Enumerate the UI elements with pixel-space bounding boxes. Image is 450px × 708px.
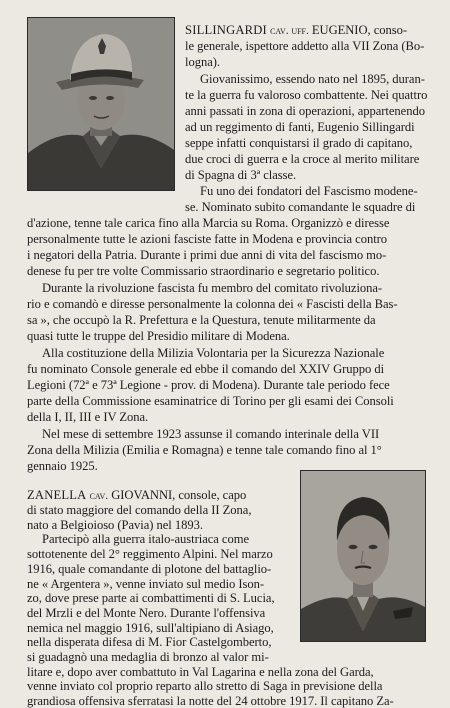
- text-line: logna).: [185, 55, 220, 69]
- text-line: gennaio 1925.: [27, 459, 98, 473]
- text-line: d'azione, tenne tale carica fino alla Marcia su Roma. Organizzò e diresse: [27, 216, 390, 230]
- text-line: personalmente tutte le azioni fasciste fatte in Modena e provincia contro: [27, 232, 388, 246]
- entry-rank: cav. uff.: [270, 25, 309, 37]
- text-line: ad un reggimento di fanti, Eugenio Sillingardi: [185, 120, 415, 134]
- text-line: sa », che occupò la R. Prefettura e la Questura, tenute militarmente da: [27, 313, 376, 327]
- text-line: di Spagna di 3ª classe.: [185, 168, 297, 182]
- text-line: Nel mese di settembre 1923 assunse il comando interinale della VII: [42, 427, 380, 441]
- text-line: si guadagnò una medaglia di bronzo al valor mi-: [27, 649, 269, 664]
- text-line: nato a Belgioioso (Pavia) nel 1893.: [27, 517, 203, 532]
- text-line: denese fu per tre volte Commissario straordinario e segretario politico.: [27, 264, 380, 278]
- text-line: della I, II, III e IV Zona.: [27, 410, 149, 424]
- text-line: nella disperata difesa di M. Fior Castelgomberto,: [27, 635, 272, 650]
- text-line: i negatori della Patria. Durante i primi due anni di vita del fascismo mo-: [27, 248, 387, 262]
- text-line: te la guerra fu valoroso combattente. Nei quattro: [185, 88, 428, 102]
- text-line: 1916, quale comandante di plotone del battaglio-: [27, 561, 272, 576]
- text-line: grandiosa offensiva sferratasi la notte del 24 ottobre 1917. Il capitano Za-: [27, 694, 394, 708]
- text-line: le generale, ispettore addetto alla VII Zona (Bo-: [185, 39, 425, 53]
- entry-surname: SILLINGARDI: [185, 23, 267, 37]
- text-line: parte della Commissione esaminatrice di Torino per gli esami dei Consoli: [27, 394, 394, 408]
- text-line: due croci di guerra e la croce al merito militare: [185, 152, 420, 166]
- text-line: zo, dove prese parte ai combattimenti di S. Lucia,: [27, 591, 275, 606]
- text-line: Durante la rivoluzione fascista fu membro del comitato rivoluziona-: [42, 281, 383, 295]
- text-line: Giovanissimo, essendo nato nel 1895, duran-: [200, 72, 425, 86]
- entry-rank: cav.: [89, 490, 109, 502]
- text-line: Alla costituzione della Milizia Volontaria per la Sicurezza Nazionale: [42, 346, 385, 360]
- text-line: quasi tutte le truppe del Presidio militare di Modena.: [27, 329, 290, 343]
- entry-firstname: GIOVANNI,: [111, 488, 176, 502]
- text-line: sottotenente del 2° reggimento Alpini. Nel marzo: [27, 547, 273, 562]
- entry-heading-zanella: [27, 487, 246, 504]
- text-line: Partecipò alla guerra italo-austriaca come: [42, 532, 249, 547]
- text-line: ne « Argentera », venne inviato sul medio Ison-: [27, 576, 264, 591]
- text-line: seppe infatti conquistarsi il grado di capitano,: [185, 136, 413, 150]
- text-line: venne inviato col proprio reparto allo stretto di Saga in previsione della: [27, 679, 383, 694]
- text-line: del Mrzli e del Monte Nero. Durante l'offensiva: [27, 605, 266, 620]
- entry-surname: ZANELLA: [27, 488, 87, 502]
- portrait-photo-sillingardi: [27, 17, 175, 191]
- text-line: Fu uno dei fondatori del Fascismo modene-: [200, 184, 418, 198]
- entry-heading-sillingardi: [185, 22, 407, 39]
- portrait-photo-zanella: [300, 470, 426, 642]
- text-line: Legioni (72ª e 73ª Legione - prov. di Modena). Durante tale periodo fece: [27, 378, 390, 392]
- text-line: di stato maggiore del comando della II Zona,: [27, 503, 252, 517]
- text-line: fu nominato Console generale ed ebbe il comando del XXIV Gruppo di: [27, 362, 385, 376]
- text-line: Zona della Milizia (Emilia e Romagna) e tenne tale comando fino al 1°: [27, 443, 382, 457]
- entry-title-rest: console, capo: [175, 488, 247, 502]
- text-line: rio e comandò e diresse personalmente la colonna dei « Fascisti della Bas-: [27, 297, 398, 311]
- entry-firstname: EUGENIO,: [311, 23, 371, 37]
- text-line: nemica nel maggio 1916, sull'altipiano di Asiago,: [27, 620, 274, 635]
- entry-title-rest: conso-: [370, 23, 407, 37]
- text-line: anni passati in zona di operazioni, appartenendo: [185, 104, 425, 118]
- text-line: litare e, dopo aver combattuto in Val Lagarina e nella zona del Garda,: [27, 664, 374, 679]
- text-line: se. Nominato subito comandante le squadre di: [185, 200, 416, 214]
